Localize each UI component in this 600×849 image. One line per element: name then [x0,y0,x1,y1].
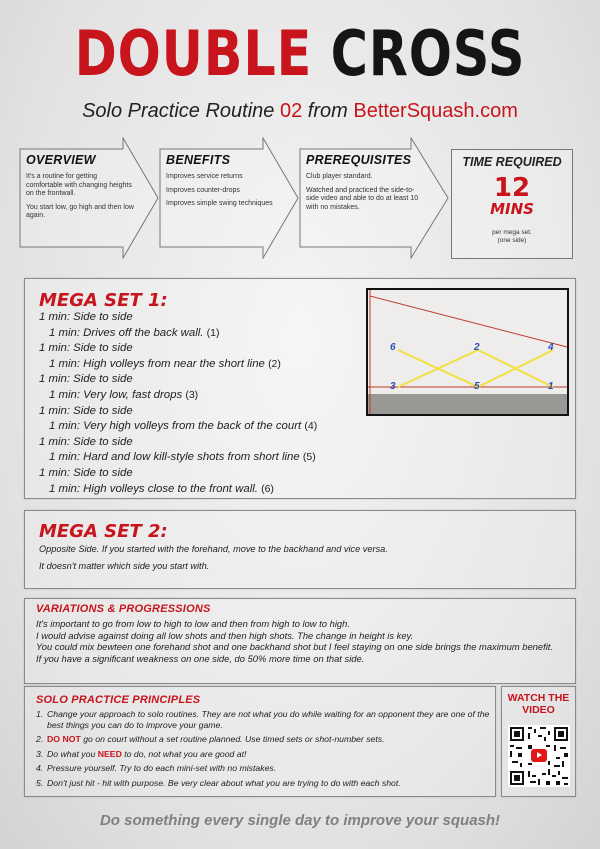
video-box[interactable] [501,686,576,797]
time-required-panel [451,149,573,259]
mega-set-2-box [24,510,576,589]
time-note [452,229,572,245]
overview-panel [19,137,159,259]
set-line: 1 min: Drives off the back wall. (1) [49,326,220,339]
set-line: 1 min: Very low, fast drops (3) [49,388,199,401]
mega-set-2-text-1: Opposite Side. If you started with the forehand, move to the backhand and vice versa. [39,544,388,554]
routine-number: 02 [279,100,303,122]
title-word-double: DOUBLE [74,17,313,90]
set-line: 1 min: Side to side [39,342,133,355]
variation-line: You could mix bewteen one forehand shot and one backhand shot but I feel staying on one side brings the maximum benefit. [36,641,554,653]
prerequisites-heading: PREREQUISITES [306,153,412,167]
subtitle-from: from [307,100,348,122]
time-value: 12 [493,173,531,203]
variations-heading: VARIATIONS & PROGRESSIONS [36,603,211,615]
overview-text-1: It's a routine for getting comfortable with changing heights on the frontwall. [26,173,132,197]
variation-line: I would advise against doing all low shots and then high shots. The change in height is key. [36,629,414,641]
variation-line: If you have a significant weakness on one side, do 50% more time on that side. [36,652,365,664]
target-label: 2 [474,342,480,353]
target-label: 4 [548,342,554,353]
principle-item: 3. Do what you NEED to do, not what you are good at! [36,748,247,759]
prerequisites-text-2: Watched and practiced the side-to-side video and able to do at least 10 with no mistakes. [306,186,419,211]
set-line: 1 min: Side to side [39,404,133,417]
time-heading: TIME REQUIRED [462,155,562,169]
prerequisites-panel [299,137,449,259]
benefit-item: Improves counter-drops [166,186,240,194]
mega-set-1-title: MEGA SET 1: [39,290,168,311]
footer-tagline: Do something every single day to improve your squash! [99,812,501,829]
set-line: 1 min: Side to side [39,435,133,448]
info-arrows [19,137,591,259]
title-word-cross: CROSS [330,17,526,90]
mega-set-1-lines [39,310,384,497]
benefit-item: Improves simple swing techniques [166,200,273,207]
time-note-line: per mega set. [492,229,532,236]
variations-box [24,598,576,684]
prerequisites-text-1: Club player standard. [306,173,373,180]
principles-heading: SOLO PRACTICE PRINCIPLES [36,694,201,706]
set-line: 1 min: Very high volleys from the back of the court (4) [49,420,318,433]
play-icon[interactable] [531,749,547,762]
time-note-line: (one side) [497,237,527,244]
set-line: 1 min: Side to side [39,373,133,386]
target-label: 1 [548,381,554,392]
time-unit: MINS [490,200,534,218]
variation-line: It's important to go from low to high to low and then from high to low to high. [36,618,350,629]
set-line: 1 min: Side to side [39,311,133,323]
benefits-panel [159,137,299,259]
video-heading: WATCH THE VIDEO [507,692,570,716]
principle-item: 4. Pressure yourself. Try to do each mini-set with no mistakes. [36,763,277,774]
mega-set-2-text-2: It doesn't matter which side you start with. [39,561,210,571]
principle-item: 5. Don't just hit - hit with purpose. Be very clear about what you are trying to do with each shot. [36,777,401,788]
set-line: 1 min: High volleys close to the front wall. (6) [49,482,274,495]
benefits-heading: BENEFITS [166,153,231,167]
subtitle-prefix: Solo Practice Routine [82,100,275,122]
principle-item: 1. Change your approach to solo routines. They are not what you do while waiting for an opponent they are one of the best things you can do to improve your game. [36,709,490,730]
overview-text-2: You start low, go high and then low again. [26,203,134,219]
mega-set-1-box [24,278,576,499]
set-line: 1 min: Hard and low kill-style shots from short line (5) [49,451,316,464]
mega-set-2-title: MEGA SET 2: [39,521,168,542]
benefit-item: Improves service returns [166,173,243,180]
target-label: 3 [390,381,396,392]
set-line: 1 min: High volleys from near the short line (2) [49,357,281,370]
subtitle [0,100,600,123]
set-line: 1 min: Side to side [39,466,133,479]
court-diagram [366,288,569,416]
court-drawing [368,290,567,414]
main-title [54,18,546,90]
target-label: 5 [474,381,480,392]
site-link[interactable]: BetterSquash.com [353,100,518,122]
target-label: 6 [390,342,396,353]
principles-box [24,686,496,797]
principle-item: 2. DO NOT go on court without a set routine planned. Use timed sets or shot-number sets. [36,734,385,745]
overview-heading: OVERVIEW [26,153,96,167]
principles-list [36,709,491,793]
